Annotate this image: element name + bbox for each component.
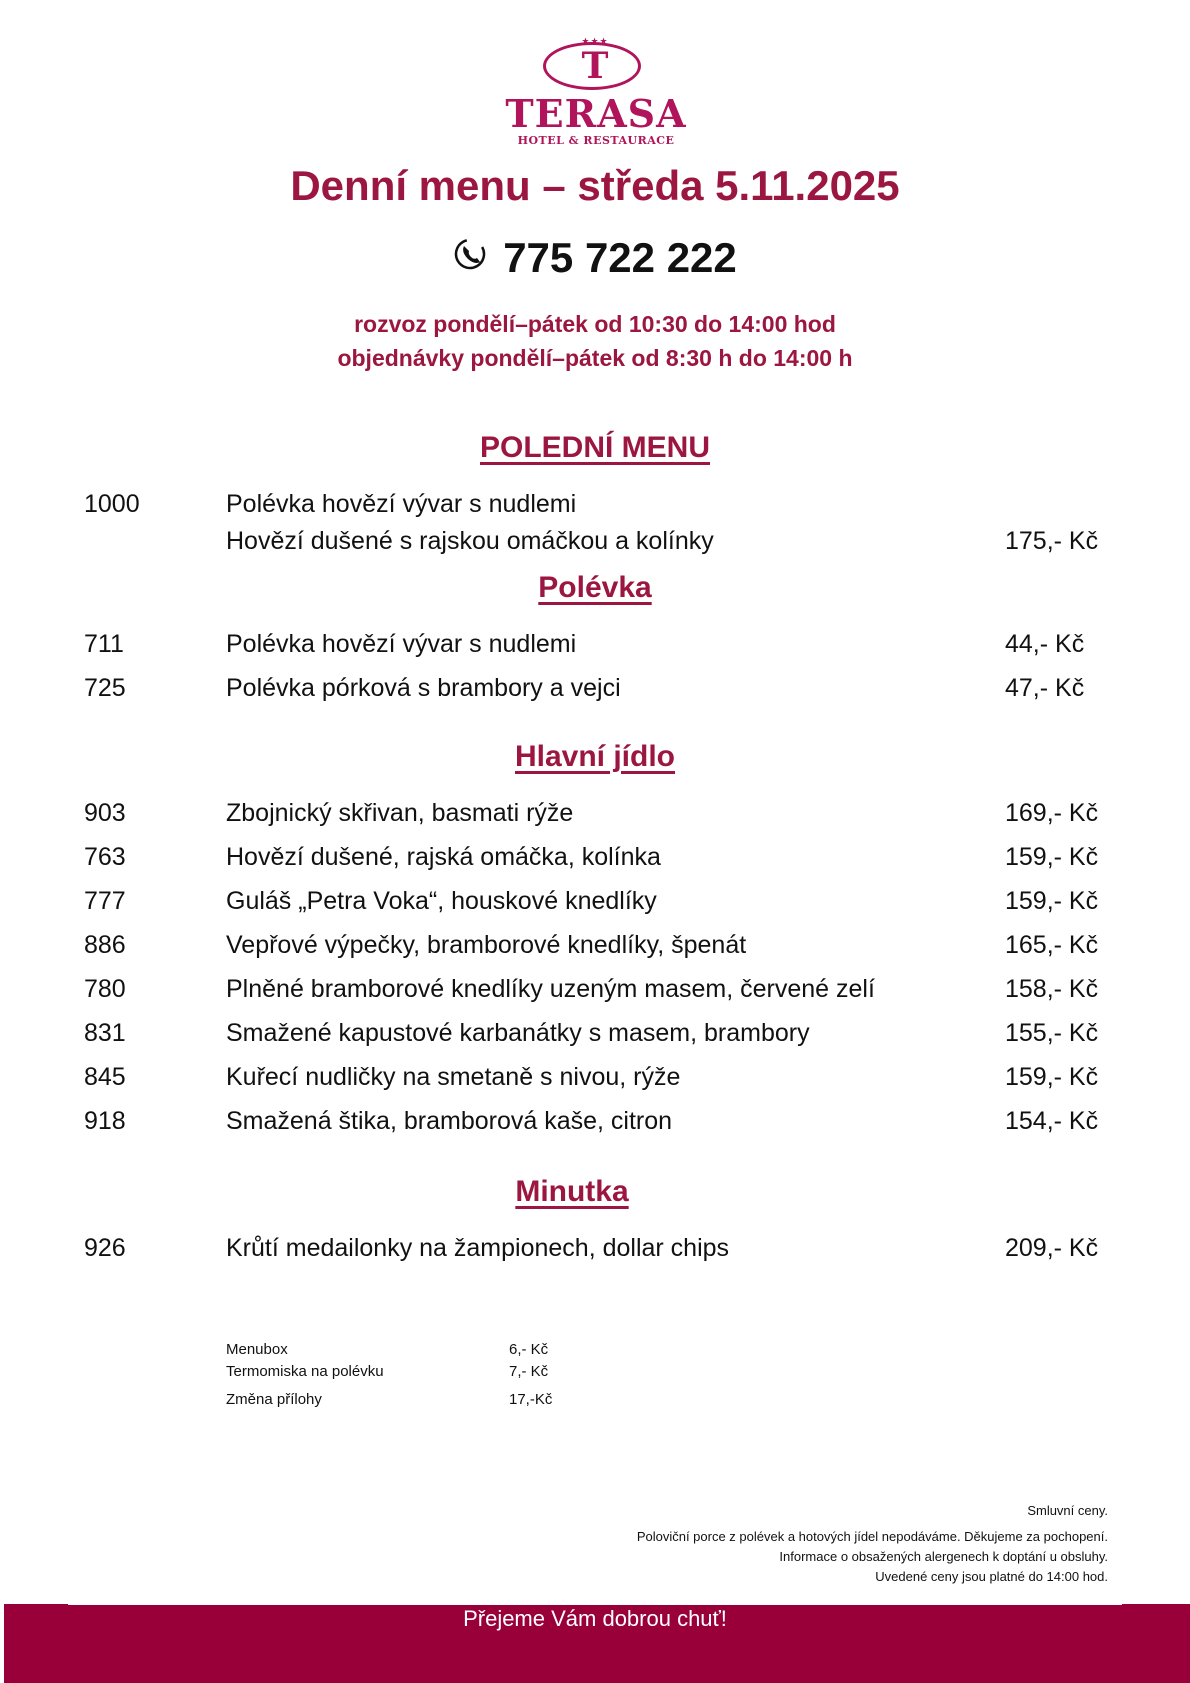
item-name: Kuřecí nudličky na smetaně s nivou, rýže <box>226 1063 681 1091</box>
extra-row <box>0 1339 1190 1361</box>
note-allergens: Informace o obsažených alergenech k doptání u obsluhy. <box>779 1549 1108 1564</box>
item-code: 886 <box>84 931 126 959</box>
extra-price: 17,-Kč <box>509 1391 553 1408</box>
item-name: Guláš „Petra Voka“, houskové knedlíky <box>226 887 657 915</box>
item-name: Polévka hovězí vývar s nudlemi <box>226 490 577 518</box>
section-minutka: Minutka <box>515 1175 629 1208</box>
item-name: Vepřové výpečky, bramborové knedlíky, špenát <box>226 931 747 959</box>
item-name: Smažená štika, bramborová kaše, citron <box>226 1107 673 1135</box>
item-name: Polévka hovězí vývar s nudlemi <box>226 630 577 658</box>
menu-row <box>0 521 1190 561</box>
order-hours: objednávky pondělí–pátek od 8:30 h do 14:00 h <box>337 345 853 371</box>
item-price: 209,- Kč <box>1005 1234 1099 1262</box>
item-code: 763 <box>84 843 126 871</box>
item-price: 47,- Kč <box>1005 674 1085 702</box>
extra-price: 6,- Kč <box>509 1341 549 1358</box>
note-price-validity: Uvedené ceny jsou platné do 14:00 hod. <box>875 1569 1108 1584</box>
menu-row <box>0 1101 1190 1141</box>
extra-name: Menubox <box>226 1341 288 1358</box>
item-name: Plněné bramborové knedlíky uzeným masem, červené zelí <box>226 975 875 1003</box>
menu-row <box>0 668 1190 708</box>
item-name: Polévka pórková s brambory a vejci <box>226 674 621 702</box>
section-hlavni-jidlo: Hlavní jídlo <box>514 740 676 773</box>
logo-stars: ★★★ <box>581 36 609 46</box>
item-code: 918 <box>84 1107 126 1135</box>
page-title: Denní menu – středa 5.11.2025 <box>290 162 900 209</box>
item-price: 159,- Kč <box>1005 843 1099 871</box>
item-code: 831 <box>84 1019 126 1047</box>
extra-row <box>0 1361 1190 1383</box>
item-name: Smažené kapustové karbanátky s masem, brambory <box>226 1019 810 1047</box>
footer-greeting: Přejeme Vám dobrou chuť! <box>463 1606 727 1631</box>
item-price: 159,- Kč <box>1005 1063 1099 1091</box>
item-price: 175,- Kč <box>1005 527 1099 555</box>
menu-row <box>0 837 1190 877</box>
phone-icon <box>453 237 487 271</box>
item-code: 845 <box>84 1063 126 1091</box>
menu-row <box>0 969 1190 1009</box>
item-code: 777 <box>84 887 126 915</box>
note-half-portions: Poloviční porce z polévek a hotových jídel nepodáváme. Děkujeme za pochopení. <box>636 1529 1108 1544</box>
item-name: Krůtí medailonky na žampionech, dollar chips <box>226 1234 730 1262</box>
item-price: 154,- Kč <box>1005 1107 1099 1135</box>
item-code: 903 <box>84 799 126 827</box>
note-contract-prices: Smluvní ceny. <box>1027 1503 1108 1518</box>
menu-row <box>0 793 1190 833</box>
section-poledni-menu: POLEDNÍ MENU <box>479 431 710 464</box>
logo-name: TERASA <box>505 91 687 136</box>
item-name: Zbojnický skřivan, basmati rýže <box>226 799 574 827</box>
hotel-logo <box>498 36 694 148</box>
item-code: 1000 <box>84 490 140 518</box>
item-price: 169,- Kč <box>1005 799 1099 827</box>
item-price: 159,- Kč <box>1005 887 1099 915</box>
item-code: 725 <box>84 674 126 702</box>
extra-price: 7,- Kč <box>509 1363 549 1380</box>
logo-letter: T <box>581 45 609 87</box>
menu-row <box>0 624 1190 664</box>
item-code: 926 <box>84 1234 126 1262</box>
menu-row <box>0 925 1190 965</box>
menu-row <box>0 1057 1190 1097</box>
extra-name: Termomiska na polévku <box>226 1363 384 1380</box>
section-polevka: Polévka <box>538 571 652 604</box>
item-name: Hovězí dušené, rajská omáčka, kolínka <box>226 843 661 871</box>
menu-row <box>0 881 1190 921</box>
logo-subtitle: HOTEL & RESTAURACE <box>517 134 675 147</box>
phone-number[interactable]: 775 722 222 <box>503 234 737 281</box>
item-price: 44,- Kč <box>1005 630 1085 658</box>
menu-row <box>0 484 1190 524</box>
extra-name: Změna přílohy <box>226 1391 322 1408</box>
extra-row <box>0 1389 1190 1411</box>
item-price: 155,- Kč <box>1005 1019 1099 1047</box>
item-price: 158,- Kč <box>1005 975 1099 1003</box>
item-price: 165,- Kč <box>1005 931 1099 959</box>
item-code: 780 <box>84 975 126 1003</box>
item-code: 711 <box>84 630 124 658</box>
menu-row <box>0 1228 1190 1268</box>
delivery-hours: rozvoz pondělí–pátek od 10:30 do 14:00 hod <box>354 311 836 337</box>
item-name: Hovězí dušené s rajskou omáčkou a kolínky <box>226 527 714 555</box>
menu-row <box>0 1013 1190 1053</box>
phone-line <box>0 230 1190 286</box>
